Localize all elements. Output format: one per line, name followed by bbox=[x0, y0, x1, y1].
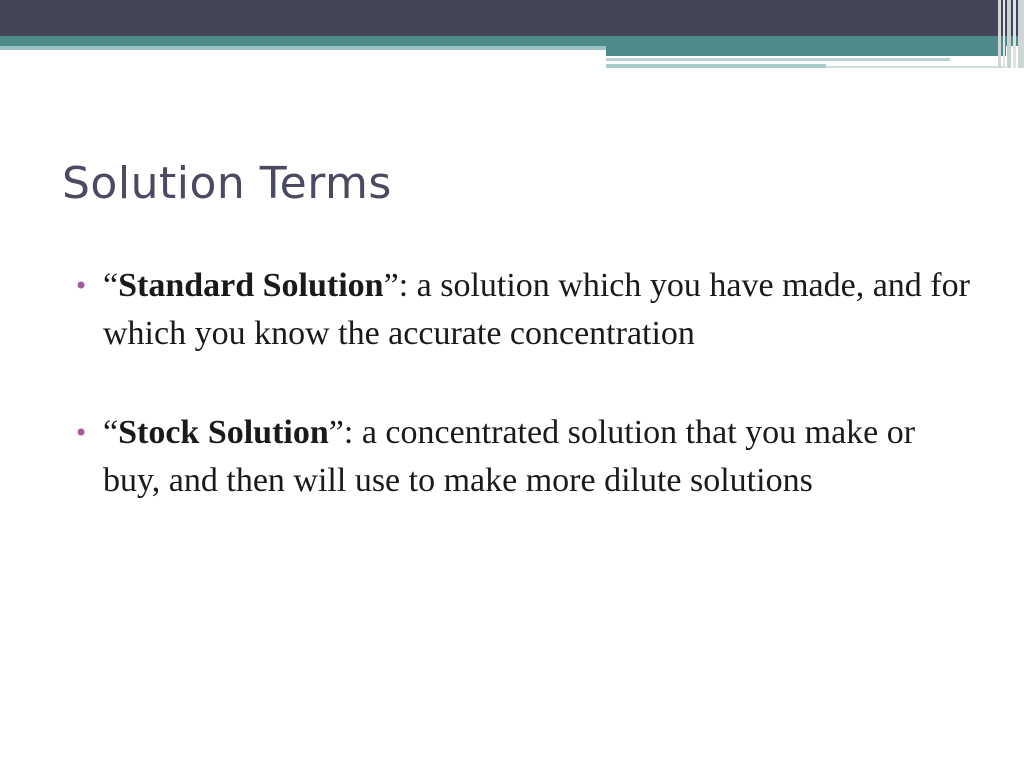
close-quote: ” bbox=[328, 414, 344, 451]
header-step-line bbox=[606, 64, 826, 68]
term-label: Standard Solution bbox=[118, 267, 384, 304]
term-definition: : a concentrated solution that you make or buy, and then will use to make more dilute solutions bbox=[103, 414, 916, 499]
open-quote: “ bbox=[103, 267, 119, 304]
bullet-list bbox=[74, 262, 974, 556]
header-step-teal bbox=[606, 46, 1006, 56]
stripe bbox=[998, 0, 1001, 68]
stripe bbox=[1003, 0, 1005, 68]
bullet-item-standard-solution bbox=[74, 262, 974, 358]
header-vertical-stripes bbox=[994, 0, 1024, 68]
bullet-icon: • bbox=[74, 419, 89, 447]
header-step-line bbox=[606, 58, 950, 61]
header-dark-band bbox=[0, 0, 1024, 36]
stripe bbox=[1007, 0, 1011, 68]
stripe bbox=[1018, 0, 1024, 68]
close-quote: ” bbox=[383, 267, 399, 304]
header-step-line bbox=[826, 66, 1006, 68]
term-label: Stock Solution bbox=[118, 414, 329, 451]
bullet-icon: • bbox=[74, 272, 89, 300]
open-quote: “ bbox=[103, 414, 119, 451]
bullet-item-stock-solution bbox=[74, 409, 974, 505]
slide-title: Solution Terms bbox=[62, 158, 392, 209]
stripe bbox=[1013, 0, 1016, 68]
header-teal-band bbox=[0, 36, 1024, 46]
header-light-line bbox=[0, 46, 606, 50]
term-definition: : a solution which you have made, and for which you know the accurate concentration bbox=[103, 267, 970, 352]
